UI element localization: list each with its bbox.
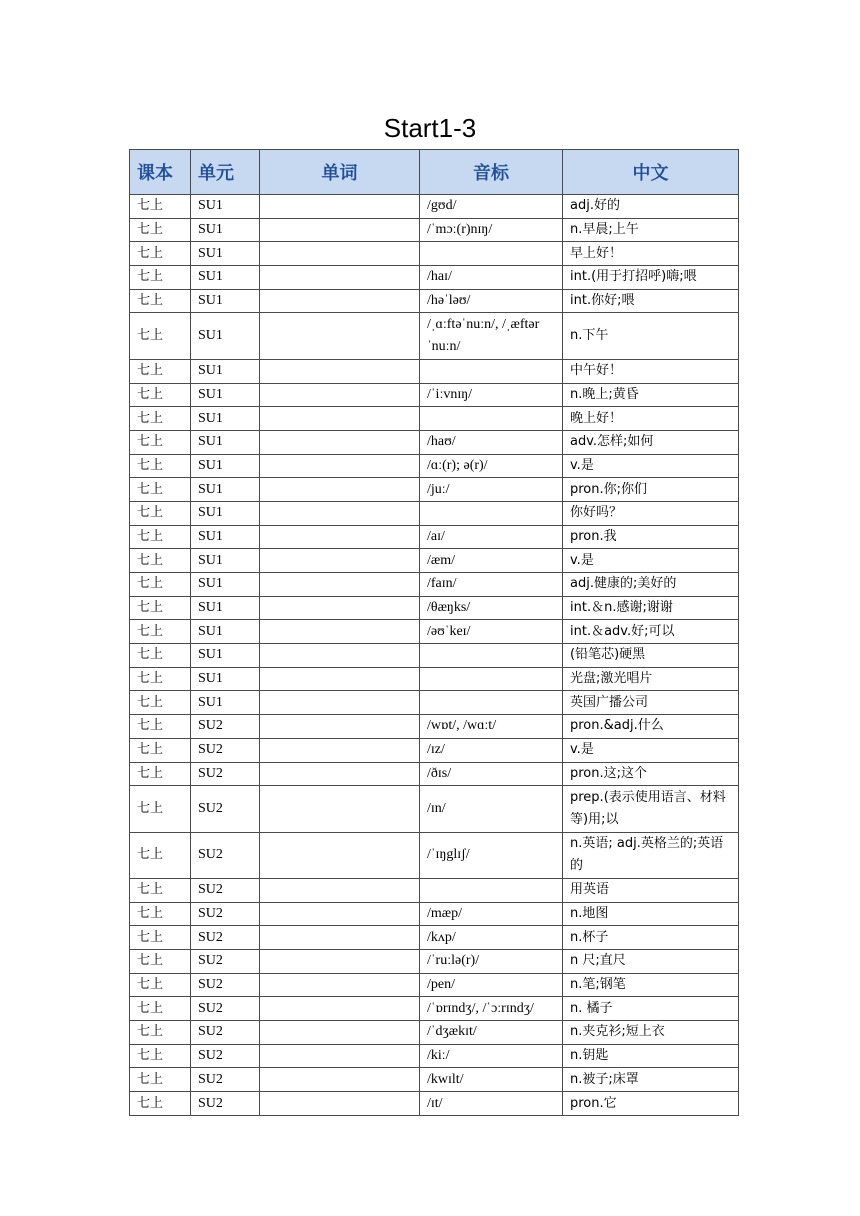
cell-unit: SU1 <box>191 501 260 525</box>
cell-word <box>260 266 420 290</box>
table-row <box>130 691 739 715</box>
cell-phonetic: /kiː/ <box>420 1044 563 1068</box>
cell-chinese: 光盘;激光唱片 <box>563 667 739 691</box>
cell-book: 七上 <box>130 454 191 478</box>
cell-chinese: 用英语 <box>563 878 739 902</box>
cell-unit: SU2 <box>191 926 260 950</box>
cell-word <box>260 1021 420 1045</box>
cell-chinese: adj.好的 <box>563 195 739 219</box>
table-row <box>130 832 739 878</box>
table-row <box>130 667 739 691</box>
cell-unit: SU1 <box>191 478 260 502</box>
table-row <box>130 997 739 1021</box>
cell-phonetic: /həˈləʊ/ <box>420 289 563 313</box>
cell-book: 七上 <box>130 1068 191 1092</box>
cell-book: 七上 <box>130 973 191 997</box>
cell-chinese: 英国广播公司 <box>563 691 739 715</box>
cell-phonetic: /ɪz/ <box>420 738 563 762</box>
cell-chinese: pron.我 <box>563 525 739 549</box>
cell-unit: SU1 <box>191 549 260 573</box>
cell-book: 七上 <box>130 525 191 549</box>
cell-phonetic: /ɪt/ <box>420 1092 563 1116</box>
cell-word <box>260 596 420 620</box>
cell-word <box>260 926 420 950</box>
cell-book: 七上 <box>130 997 191 1021</box>
cell-phonetic <box>420 501 563 525</box>
table-row <box>130 950 739 974</box>
cell-book: 七上 <box>130 596 191 620</box>
table-row <box>130 1092 739 1116</box>
cell-word <box>260 950 420 974</box>
cell-word <box>260 289 420 313</box>
cell-word <box>260 878 420 902</box>
cell-book: 七上 <box>130 313 191 359</box>
cell-phonetic <box>420 242 563 266</box>
cell-chinese: n 尺;直尺 <box>563 950 739 974</box>
cell-book: 七上 <box>130 430 191 454</box>
cell-chinese: 中午好！ <box>563 359 739 383</box>
cell-chinese: n. 橘子 <box>563 997 739 1021</box>
cell-unit: SU1 <box>191 667 260 691</box>
cell-chinese: pron.&adj.什么 <box>563 715 739 739</box>
table-row <box>130 218 739 242</box>
cell-unit: SU1 <box>191 195 260 219</box>
cell-unit: SU1 <box>191 242 260 266</box>
cell-chinese: v.是 <box>563 738 739 762</box>
cell-unit: SU2 <box>191 997 260 1021</box>
table-row <box>130 549 739 573</box>
cell-phonetic: /faɪn/ <box>420 573 563 597</box>
cell-chinese: adv.怎样;如何 <box>563 430 739 454</box>
cell-word <box>260 549 420 573</box>
table-row <box>130 762 739 786</box>
cell-phonetic: /əʊˈkeɪ/ <box>420 620 563 644</box>
cell-unit: SU1 <box>191 620 260 644</box>
cell-word <box>260 973 420 997</box>
cell-chinese: n.下午 <box>563 313 739 359</box>
cell-word <box>260 525 420 549</box>
table-row <box>130 454 739 478</box>
cell-unit: SU1 <box>191 266 260 290</box>
cell-word <box>260 1092 420 1116</box>
table-row <box>130 313 739 359</box>
cell-unit: SU2 <box>191 715 260 739</box>
cell-book: 七上 <box>130 501 191 525</box>
cell-phonetic <box>420 691 563 715</box>
cell-unit: SU1 <box>191 407 260 431</box>
table-body <box>130 195 739 1116</box>
cell-unit: SU2 <box>191 762 260 786</box>
cell-word <box>260 762 420 786</box>
cell-word <box>260 242 420 266</box>
table-row <box>130 195 739 219</box>
header-chinese: 中文 <box>563 150 739 195</box>
cell-chinese: 晚上好！ <box>563 407 739 431</box>
cell-book: 七上 <box>130 242 191 266</box>
cell-word <box>260 501 420 525</box>
cell-book: 七上 <box>130 832 191 878</box>
cell-unit: SU2 <box>191 1068 260 1092</box>
cell-book: 七上 <box>130 195 191 219</box>
table-row <box>130 902 739 926</box>
cell-unit: SU1 <box>191 430 260 454</box>
cell-chinese: pron.你;你们 <box>563 478 739 502</box>
cell-chinese: prep.(表示使用语言、材料等)用;以 <box>563 786 739 832</box>
cell-unit: SU1 <box>191 313 260 359</box>
cell-word <box>260 195 420 219</box>
table-row <box>130 359 739 383</box>
cell-chinese: int.(用于打招呼)嗨;喂 <box>563 266 739 290</box>
cell-book: 七上 <box>130 667 191 691</box>
cell-chinese: 早上好！ <box>563 242 739 266</box>
cell-word <box>260 691 420 715</box>
table-row <box>130 573 739 597</box>
table-row <box>130 878 739 902</box>
cell-unit: SU1 <box>191 644 260 668</box>
cell-phonetic: /kʌp/ <box>420 926 563 950</box>
cell-phonetic <box>420 359 563 383</box>
cell-book: 七上 <box>130 1044 191 1068</box>
cell-unit: SU1 <box>191 383 260 407</box>
cell-word <box>260 359 420 383</box>
cell-unit: SU1 <box>191 359 260 383</box>
cell-book: 七上 <box>130 549 191 573</box>
cell-word <box>260 738 420 762</box>
cell-book: 七上 <box>130 266 191 290</box>
table-header-row <box>130 150 739 195</box>
cell-book: 七上 <box>130 691 191 715</box>
cell-word <box>260 997 420 1021</box>
cell-book: 七上 <box>130 620 191 644</box>
cell-phonetic <box>420 644 563 668</box>
cell-unit: SU1 <box>191 289 260 313</box>
header-unit: 单元 <box>191 150 260 195</box>
cell-word <box>260 573 420 597</box>
cell-book: 七上 <box>130 573 191 597</box>
cell-phonetic: /ˈɪŋglɪʃ/ <box>420 832 563 878</box>
cell-phonetic: /ɑː(r); ə(r)/ <box>420 454 563 478</box>
cell-phonetic: /kwɪlt/ <box>420 1068 563 1092</box>
cell-unit: SU2 <box>191 1092 260 1116</box>
cell-book: 七上 <box>130 1092 191 1116</box>
table-row <box>130 1044 739 1068</box>
cell-unit: SU1 <box>191 573 260 597</box>
cell-book: 七上 <box>130 950 191 974</box>
cell-phonetic: /ðɪs/ <box>420 762 563 786</box>
cell-book: 七上 <box>130 926 191 950</box>
cell-word <box>260 832 420 878</box>
cell-chinese: int.＆n.感谢;谢谢 <box>563 596 739 620</box>
header-phonetic: 音标 <box>420 150 563 195</box>
cell-chinese: adj.健康的;美好的 <box>563 573 739 597</box>
table-row <box>130 501 739 525</box>
cell-phonetic: /gʊd/ <box>420 195 563 219</box>
table-row <box>130 973 739 997</box>
cell-phonetic: /aɪ/ <box>420 525 563 549</box>
cell-word <box>260 383 420 407</box>
cell-phonetic: /mæp/ <box>420 902 563 926</box>
cell-phonetic <box>420 407 563 431</box>
cell-word <box>260 407 420 431</box>
cell-phonetic: /ˌɑːftəˈnuːn/, /ˌæftərˈnuːn/ <box>420 313 563 359</box>
cell-chinese: int.你好;喂 <box>563 289 739 313</box>
cell-book: 七上 <box>130 359 191 383</box>
cell-phonetic <box>420 667 563 691</box>
cell-phonetic: /ˈɒrɪndʒ/, /ˈɔːrɪndʒ/ <box>420 997 563 1021</box>
table-row <box>130 738 739 762</box>
cell-book: 七上 <box>130 218 191 242</box>
cell-book: 七上 <box>130 878 191 902</box>
table-row <box>130 620 739 644</box>
table-row <box>130 478 739 502</box>
cell-chinese: n.杯子 <box>563 926 739 950</box>
cell-book: 七上 <box>130 289 191 313</box>
cell-word <box>260 430 420 454</box>
cell-word <box>260 313 420 359</box>
cell-chinese: pron.这;这个 <box>563 762 739 786</box>
cell-chinese: n.晚上;黄昏 <box>563 383 739 407</box>
cell-chinese: 你好吗？ <box>563 501 739 525</box>
cell-chinese: int.＆adv.好;可以 <box>563 620 739 644</box>
cell-unit: SU2 <box>191 738 260 762</box>
cell-unit: SU1 <box>191 454 260 478</box>
header-word: 单词 <box>260 150 420 195</box>
cell-phonetic: /pen/ <box>420 973 563 997</box>
cell-chinese: n.夹克衫;短上衣 <box>563 1021 739 1045</box>
table-row <box>130 525 739 549</box>
cell-chinese: pron.它 <box>563 1092 739 1116</box>
cell-word <box>260 1044 420 1068</box>
table-row <box>130 407 739 431</box>
cell-chinese: v.是 <box>563 454 739 478</box>
cell-phonetic: /ɪn/ <box>420 786 563 832</box>
table-row <box>130 715 739 739</box>
cell-phonetic: /ˈmɔː(r)nɪŋ/ <box>420 218 563 242</box>
cell-unit: SU1 <box>191 691 260 715</box>
cell-phonetic: /haɪ/ <box>420 266 563 290</box>
table-row <box>130 242 739 266</box>
cell-word <box>260 1068 420 1092</box>
cell-book: 七上 <box>130 407 191 431</box>
cell-book: 七上 <box>130 478 191 502</box>
cell-chinese: n.笔;钢笔 <box>563 973 739 997</box>
table-row <box>130 926 739 950</box>
header-book: 课本 <box>130 150 191 195</box>
cell-unit: SU1 <box>191 596 260 620</box>
cell-word <box>260 620 420 644</box>
cell-phonetic: /æm/ <box>420 549 563 573</box>
cell-unit: SU2 <box>191 1044 260 1068</box>
cell-chinese: n.地图 <box>563 902 739 926</box>
cell-unit: SU2 <box>191 1021 260 1045</box>
table-row <box>130 1021 739 1045</box>
table-row <box>130 289 739 313</box>
cell-word <box>260 478 420 502</box>
cell-unit: SU2 <box>191 832 260 878</box>
cell-phonetic: /ˈiːvnɪŋ/ <box>420 383 563 407</box>
cell-phonetic <box>420 878 563 902</box>
cell-word <box>260 454 420 478</box>
table-row <box>130 383 739 407</box>
cell-chinese: n.被子;床罩 <box>563 1068 739 1092</box>
cell-unit: SU1 <box>191 525 260 549</box>
cell-phonetic: /θæŋks/ <box>420 596 563 620</box>
cell-book: 七上 <box>130 786 191 832</box>
table-row <box>130 430 739 454</box>
table-row <box>130 266 739 290</box>
cell-book: 七上 <box>130 1021 191 1045</box>
cell-word <box>260 667 420 691</box>
table-row <box>130 1068 739 1092</box>
cell-phonetic: /haʊ/ <box>420 430 563 454</box>
table-row <box>130 786 739 832</box>
vocabulary-table <box>129 149 739 1116</box>
cell-book: 七上 <box>130 762 191 786</box>
cell-word <box>260 902 420 926</box>
cell-book: 七上 <box>130 738 191 762</box>
cell-word <box>260 218 420 242</box>
cell-chinese: n.钥匙 <box>563 1044 739 1068</box>
cell-word <box>260 786 420 832</box>
cell-chinese: n.英语; adj.英格兰的;英语的 <box>563 832 739 878</box>
cell-book: 七上 <box>130 902 191 926</box>
cell-book: 七上 <box>130 644 191 668</box>
cell-word <box>260 715 420 739</box>
cell-chinese: v.是 <box>563 549 739 573</box>
cell-unit: SU2 <box>191 950 260 974</box>
table-row <box>130 644 739 668</box>
cell-phonetic: /wɒt/, /wɑːt/ <box>420 715 563 739</box>
cell-chinese: n.早晨;上午 <box>563 218 739 242</box>
cell-unit: SU2 <box>191 786 260 832</box>
table-row <box>130 596 739 620</box>
cell-unit: SU2 <box>191 973 260 997</box>
cell-phonetic: /ˈdʒækɪt/ <box>420 1021 563 1045</box>
cell-book: 七上 <box>130 715 191 739</box>
cell-unit: SU2 <box>191 902 260 926</box>
page-title: Start1-3 <box>383 113 477 143</box>
cell-phonetic: /ˈruːlə(r)/ <box>420 950 563 974</box>
cell-unit: SU2 <box>191 878 260 902</box>
cell-phonetic: /juː/ <box>420 478 563 502</box>
cell-unit: SU1 <box>191 218 260 242</box>
cell-word <box>260 644 420 668</box>
cell-book: 七上 <box>130 383 191 407</box>
cell-chinese: (铅笔芯)硬黑 <box>563 644 739 668</box>
